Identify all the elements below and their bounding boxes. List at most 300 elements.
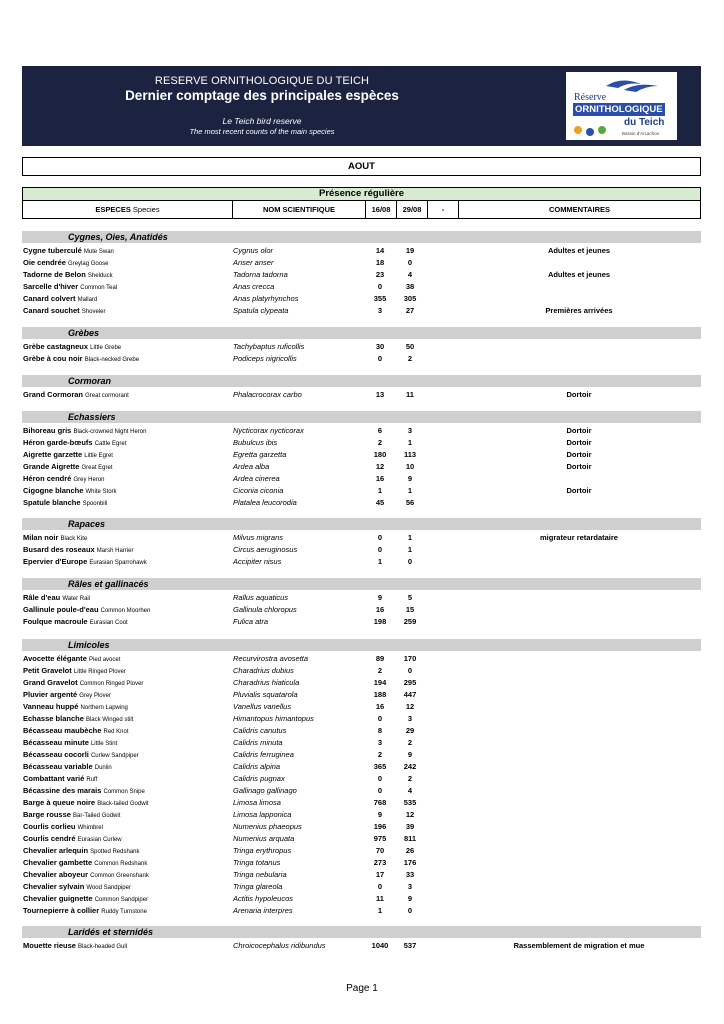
english-name: Spoonbill xyxy=(82,501,108,507)
count-date-1: 14 xyxy=(375,246,385,255)
english-name: Spotted Redshank xyxy=(90,849,140,855)
scientific-name: Numenius arquata xyxy=(233,834,295,843)
table-row xyxy=(22,893,701,905)
count-date-1: 196 xyxy=(373,822,387,831)
count-date-1: 2 xyxy=(377,438,383,447)
count-date-1: 198 xyxy=(373,617,387,626)
table-row xyxy=(22,556,701,568)
table-row xyxy=(22,881,701,893)
english-name: Little Stint xyxy=(90,741,118,747)
count-date-1: 3 xyxy=(377,306,383,315)
english-name: Red Knot xyxy=(103,729,129,735)
count-date-1: 188 xyxy=(373,690,387,699)
count-date-2: 3 xyxy=(407,426,413,435)
table-row xyxy=(22,293,701,305)
count-date-1: 89 xyxy=(375,654,385,663)
count-date-2: 1 xyxy=(407,545,413,554)
french-name: Chevalier gambette xyxy=(23,858,93,867)
section-title: Cygnes, Oies, Anatidés xyxy=(68,232,168,242)
count-date-1: 0 xyxy=(377,882,383,891)
col-date-2: 29/08 xyxy=(397,201,428,218)
french-name: Bécassine des marais xyxy=(23,786,102,795)
logo-line-4: Bassin d'Arcachon xyxy=(622,131,660,136)
count-date-2: 19 xyxy=(405,246,415,255)
scientific-name: Tachybaptus ruficollis xyxy=(233,342,305,351)
scientific-name: Himantopus himantopus xyxy=(233,714,314,723)
english-name: Black-necked Grebe xyxy=(84,357,140,363)
section-title: Cormoran xyxy=(68,376,112,386)
english-name: Little Grebe xyxy=(90,345,122,351)
scientific-name: Platalea leucorodia xyxy=(233,498,297,507)
table-row xyxy=(22,269,701,281)
scientific-name: Anas crecca xyxy=(233,282,275,291)
comment: migrateur retardataire xyxy=(540,533,618,542)
french-name: Barge à queue noire xyxy=(23,798,96,807)
comment: Dortoir xyxy=(566,390,592,399)
comment: Adultes et jeunes xyxy=(547,270,611,279)
count-date-2: 2 xyxy=(407,354,413,363)
english-name: Black-tailed Godwit xyxy=(97,801,149,807)
common-name xyxy=(23,305,105,318)
count-date-1: 365 xyxy=(373,762,387,771)
english-name: Mute Swan xyxy=(83,249,114,255)
french-name: Spatule blanche xyxy=(23,498,81,507)
count-date-2: 305 xyxy=(403,294,417,303)
english-name: Black Kite xyxy=(60,536,88,542)
french-name: Canard colvert xyxy=(23,294,76,303)
common-name xyxy=(23,940,127,953)
english-name: Eurasian Sparrohawk xyxy=(89,560,147,566)
english-name: Whimbrel xyxy=(77,825,103,831)
english-name: Water Rail xyxy=(62,596,91,602)
scientific-name: Recurvirostra avosetta xyxy=(233,654,309,663)
english-name: Mallard xyxy=(77,297,98,303)
page-number: Page 1 xyxy=(346,983,378,994)
count-date-2: 447 xyxy=(403,690,417,699)
english-name: Pied avocet xyxy=(89,657,121,663)
table-row xyxy=(22,449,701,461)
french-name: Sarcelle d'hiver xyxy=(23,282,79,291)
table-row xyxy=(22,701,701,713)
subtitle-counts: The most recent counts of the main species xyxy=(189,127,335,136)
table-row xyxy=(22,473,701,485)
count-date-2: 29 xyxy=(405,726,415,735)
logo-line-2: ORNITHOLOGIQUE xyxy=(575,104,663,115)
section-header xyxy=(22,327,701,339)
count-date-1: 11 xyxy=(376,894,384,903)
english-name: Eurasian Curlew xyxy=(77,837,122,843)
common-name xyxy=(23,353,139,366)
scientific-name: Charadrius hiaticula xyxy=(233,678,300,687)
section-title: Râles et gallinacés xyxy=(68,579,149,589)
section-header xyxy=(22,375,701,387)
english-name: Eurasian Coot xyxy=(89,620,128,626)
french-name: Milan noir xyxy=(23,533,59,542)
english-name: Bar-Tailed Godwit xyxy=(73,813,121,819)
french-name: Canard souchet xyxy=(23,306,80,315)
count-date-1: 0 xyxy=(377,786,383,795)
count-date-2: 176 xyxy=(403,858,417,867)
count-date-1: 1 xyxy=(377,486,383,495)
scientific-name: Podiceps nigricollis xyxy=(233,354,297,363)
english-name: White Stork xyxy=(85,489,117,495)
table-row xyxy=(22,389,701,401)
count-date-2: 38 xyxy=(405,282,415,291)
section-header xyxy=(22,578,701,590)
count-date-1: 0 xyxy=(377,282,383,291)
count-date-2: 9 xyxy=(407,474,413,483)
common-name xyxy=(23,616,128,629)
scientific-name: Tringa totanus xyxy=(233,858,281,867)
french-name: Héron cendré xyxy=(23,474,72,483)
count-date-2: 39 xyxy=(405,822,415,831)
english-name: Ruff xyxy=(86,777,98,783)
count-date-2: 3 xyxy=(407,882,413,891)
french-name: Chevalier guignette xyxy=(23,894,93,903)
scientific-name: Anser anser xyxy=(233,258,274,267)
french-name: Cigogne blanche xyxy=(23,486,84,495)
table-row xyxy=(22,821,701,833)
section-header xyxy=(22,639,701,651)
french-name: Grèbe castagneux xyxy=(23,342,89,351)
count-date-1: 23 xyxy=(375,270,385,279)
count-date-1: 16 xyxy=(375,702,385,711)
french-name: Bécasseau variable xyxy=(23,762,93,771)
count-date-1: 2 xyxy=(377,666,383,675)
count-date-1: 16 xyxy=(375,474,385,483)
english-name: Common Greenshank xyxy=(90,873,149,879)
col-dash: - xyxy=(428,201,459,218)
scientific-name: Tringa nebularia xyxy=(233,870,287,879)
french-name: Bihoreau gris xyxy=(23,426,72,435)
english-name: Dunlin xyxy=(94,765,112,771)
count-date-2: 1 xyxy=(407,533,413,542)
scientific-name: Accipiter nisus xyxy=(233,557,282,566)
english-name: Common Snipe xyxy=(103,789,145,795)
count-date-2: 1 xyxy=(407,486,413,495)
count-date-2: 33 xyxy=(405,870,415,879)
french-name: Cygne tuberculé xyxy=(23,246,82,255)
table-row xyxy=(22,737,701,749)
scientific-name: Calidris minuta xyxy=(233,738,283,747)
count-date-2: 2 xyxy=(407,738,413,747)
french-name: Bécasseau minute xyxy=(23,738,89,747)
table-row xyxy=(22,353,701,365)
section-title: Rapaces xyxy=(68,519,106,529)
count-date-2: 27 xyxy=(405,306,415,315)
french-name: Grèbe à cou noir xyxy=(23,354,83,363)
count-date-2: 12 xyxy=(405,810,415,819)
scientific-name: Tadorna tadorna xyxy=(233,270,288,279)
count-date-2: 295 xyxy=(403,678,417,687)
scientific-name: Calidris canutus xyxy=(233,726,287,735)
table-row xyxy=(22,809,701,821)
comment: Dortoir xyxy=(566,462,592,471)
count-date-1: 3 xyxy=(377,738,383,747)
scientific-name: Actitis hypoleucos xyxy=(233,894,294,903)
page-header xyxy=(22,66,701,146)
english-name: Grey Heron xyxy=(73,477,105,483)
comment: Dortoir xyxy=(566,438,592,447)
logo-line-1: Réserve xyxy=(574,92,607,103)
count-date-1: 13 xyxy=(375,390,385,399)
table-row xyxy=(22,257,701,269)
french-name: Chevalier arlequin xyxy=(23,846,89,855)
table-row xyxy=(22,461,701,473)
table-row xyxy=(22,940,701,952)
col-comments: COMMENTAIRES xyxy=(548,205,611,214)
scientific-name: Tringa glareola xyxy=(233,882,283,891)
count-date-2: 4 xyxy=(407,786,413,795)
count-date-1: 18 xyxy=(375,258,385,267)
english-name: Grey Plover xyxy=(79,693,111,699)
scientific-name: Ardea cinerea xyxy=(233,474,280,483)
count-date-1: 0 xyxy=(377,774,383,783)
french-name: Avocette élégante xyxy=(23,654,87,663)
col-scientific: NOM SCIENTIFIQUE xyxy=(233,201,366,218)
french-name: Echasse blanche xyxy=(23,714,84,723)
count-date-2: 242 xyxy=(403,762,417,771)
scientific-name: Limosa lapponica xyxy=(233,810,292,819)
count-date-2: 5 xyxy=(407,593,413,602)
table-row xyxy=(22,497,701,509)
count-date-2: 1 xyxy=(407,438,413,447)
table-row xyxy=(22,485,701,497)
count-date-1: 0 xyxy=(377,533,383,542)
english-name: Cattle Egret xyxy=(94,441,127,447)
scientific-name: Ciconia ciconia xyxy=(233,486,284,495)
section-title: Laridés et sternidés xyxy=(68,927,154,937)
count-date-1: 45 xyxy=(375,498,385,507)
scientific-name: Pluvialis squatarola xyxy=(233,690,298,699)
count-date-2: 113 xyxy=(403,450,417,459)
english-name: Black-headed Gull xyxy=(78,944,128,950)
english-name: Black Winged stilt xyxy=(85,717,134,723)
comment: Dortoir xyxy=(566,450,592,459)
table-row xyxy=(22,604,701,616)
table-row xyxy=(22,616,701,628)
count-date-1: 1 xyxy=(377,557,383,566)
common-name xyxy=(23,556,147,569)
count-date-1: 12 xyxy=(375,462,385,471)
english-name: Shoveler xyxy=(81,309,106,315)
count-date-2: 4 xyxy=(407,270,413,279)
table-row xyxy=(22,341,701,353)
scientific-name: Spatula clypeata xyxy=(233,306,289,315)
french-name: Tadorne de Belon xyxy=(23,270,86,279)
reserve-logo xyxy=(566,72,677,140)
table-row xyxy=(22,845,701,857)
count-date-2: 259 xyxy=(403,617,417,626)
comment: Rassemblement de migration et mue xyxy=(513,941,645,950)
count-date-1: 30 xyxy=(375,342,385,351)
comment: Adultes et jeunes xyxy=(547,246,611,255)
count-date-1: 17 xyxy=(375,870,385,879)
count-date-2: 10 xyxy=(405,462,415,471)
table-row xyxy=(22,689,701,701)
count-date-1: 180 xyxy=(373,450,387,459)
table-row xyxy=(22,544,701,556)
scientific-name: Gallinago gallinago xyxy=(233,786,297,795)
count-date-1: 6 xyxy=(377,426,383,435)
org-name: RESERVE ORNITHOLOGIQUE DU TEICH xyxy=(154,75,370,87)
scientific-name: Calidris alpina xyxy=(233,762,281,771)
section-title: Limicoles xyxy=(68,640,110,650)
table-row xyxy=(22,713,701,725)
table-row xyxy=(22,833,701,845)
count-date-2: 2 xyxy=(407,774,413,783)
english-name: Common Moorhen xyxy=(100,608,151,614)
count-date-1: 1 xyxy=(377,906,383,915)
scientific-name: Anas platyrhynchos xyxy=(233,294,299,303)
french-name: Aigrette garzette xyxy=(23,450,83,459)
french-name: Busard des roseaux xyxy=(23,545,95,554)
col-species: ESPECES Species xyxy=(23,201,233,218)
count-date-1: 16 xyxy=(375,605,385,614)
month-label: AOUT xyxy=(22,157,701,176)
count-date-2: 56 xyxy=(405,498,415,507)
logo-line-3: du Teich xyxy=(624,117,665,128)
scientific-name: Ardea alba xyxy=(233,462,270,471)
count-date-2: 12 xyxy=(405,702,415,711)
table-row xyxy=(22,425,701,437)
scientific-name: Milvus migrans xyxy=(233,533,284,542)
table-row xyxy=(22,245,701,257)
table-row xyxy=(22,305,701,317)
table-row xyxy=(22,773,701,785)
table-row xyxy=(22,785,701,797)
english-name: Wood Sandpiper xyxy=(86,885,131,891)
table-row xyxy=(22,797,701,809)
count-date-2: 535 xyxy=(403,798,417,807)
count-date-2: 26 xyxy=(405,846,415,855)
count-date-2: 0 xyxy=(407,666,413,675)
count-date-2: 0 xyxy=(407,258,413,267)
count-date-2: 9 xyxy=(407,750,413,759)
count-date-2: 11 xyxy=(406,390,414,399)
english-name: Common Sandpiper xyxy=(94,897,149,903)
french-name: Combattant varié xyxy=(23,774,85,783)
section-header xyxy=(22,411,701,423)
french-name: Héron garde-bœufs xyxy=(23,438,93,447)
count-date-2: 3 xyxy=(407,714,413,723)
table-row xyxy=(22,653,701,665)
table-row xyxy=(22,592,701,604)
french-name: Pluvier argenté xyxy=(23,690,78,699)
count-date-2: 15 xyxy=(405,605,415,614)
french-name: Barge rousse xyxy=(23,810,71,819)
french-name: Epervier d'Europe xyxy=(23,557,88,566)
table-row xyxy=(22,437,701,449)
english-name: Black-crowned Night Heron xyxy=(73,429,147,435)
english-name: Shelduck xyxy=(87,273,113,279)
english-name: Marsh Harrier xyxy=(96,548,134,554)
count-date-1: 0 xyxy=(377,354,383,363)
table-row xyxy=(22,905,701,917)
english-name: Little Ringed Plover xyxy=(73,669,126,675)
count-date-1: 9 xyxy=(377,593,383,602)
section-title: Echassiers xyxy=(68,412,116,422)
french-name: Petit Gravelot xyxy=(23,666,72,675)
french-name: Courlis corlieu xyxy=(23,822,76,831)
count-date-1: 273 xyxy=(373,858,387,867)
scientific-name: Phalacrocorax carbo xyxy=(233,390,302,399)
scientific-name: Vanellus vanellus xyxy=(233,702,292,711)
comment: Dortoir xyxy=(566,486,592,495)
table-row xyxy=(22,857,701,869)
english-name: Northern Lapwing xyxy=(80,705,128,711)
common-name xyxy=(23,497,107,510)
count-date-1: 1040 xyxy=(371,941,389,950)
french-name: Grand Gravelot xyxy=(23,678,78,687)
scientific-name: Nycticorax nycticorax xyxy=(233,426,304,435)
french-name: Grand Cormoran xyxy=(23,390,84,399)
french-name: Gallinule poule-d'eau xyxy=(23,605,99,614)
count-date-1: 8 xyxy=(377,726,383,735)
french-name: Bécasseau maubèche xyxy=(23,726,102,735)
count-date-1: 194 xyxy=(373,678,387,687)
comment: Dortoir xyxy=(566,426,592,435)
section-header xyxy=(22,518,701,530)
french-name: Mouette rieuse xyxy=(23,941,76,950)
scientific-name: Egretta garzetta xyxy=(233,450,287,459)
scientific-name: Limosa limosa xyxy=(233,798,281,807)
scientific-name: Fulica atra xyxy=(233,617,269,626)
scientific-name: Tringa erythropus xyxy=(233,846,292,855)
count-date-2: 170 xyxy=(403,654,417,663)
section-header xyxy=(22,926,701,938)
french-name: Oie cendrée xyxy=(23,258,66,267)
table-row xyxy=(22,725,701,737)
table-row xyxy=(22,281,701,293)
english-name: Little Egret xyxy=(84,453,113,459)
common-name xyxy=(23,905,147,918)
english-name: Common Ringed Plover xyxy=(79,681,144,687)
english-name: Great Egret xyxy=(81,465,113,471)
count-date-1: 0 xyxy=(377,545,383,554)
comment: Premières arrivées xyxy=(545,306,613,315)
count-date-1: 2 xyxy=(377,750,383,759)
english-name: Common Redshank xyxy=(94,861,148,867)
english-name: Ruddy Turnstone xyxy=(101,909,147,915)
english-name: Great cormorant xyxy=(85,393,129,399)
common-name xyxy=(23,389,129,402)
count-date-1: 0 xyxy=(377,714,383,723)
page-title: Dernier comptage des principales espèces xyxy=(125,88,399,103)
subtitle-reserve: Le Teich bird reserve xyxy=(222,116,302,126)
scientific-name: Numenius phaeopus xyxy=(233,822,302,831)
french-name: Grande Aigrette xyxy=(23,462,80,471)
count-date-1: 70 xyxy=(375,846,385,855)
count-date-1: 9 xyxy=(377,810,383,819)
scientific-name: Arenaria interpres xyxy=(233,906,293,915)
scientific-name: Gallinula chloropus xyxy=(233,605,297,614)
count-date-2: 0 xyxy=(407,557,413,566)
column-header-row xyxy=(22,200,701,219)
count-date-1: 355 xyxy=(373,294,387,303)
english-name: Common Teal xyxy=(80,285,118,291)
french-name: Vanneau huppé xyxy=(23,702,79,711)
french-name: Chevalier sylvain xyxy=(23,882,85,891)
scientific-name: Bubulcus ibis xyxy=(233,438,278,447)
table-row xyxy=(22,869,701,881)
count-date-2: 9 xyxy=(407,894,413,903)
table-row xyxy=(22,761,701,773)
presence-header: Présence régulière xyxy=(22,187,701,200)
scientific-name: Rallus aquaticus xyxy=(233,593,289,602)
table-row xyxy=(22,532,701,544)
count-date-1: 975 xyxy=(373,834,387,843)
